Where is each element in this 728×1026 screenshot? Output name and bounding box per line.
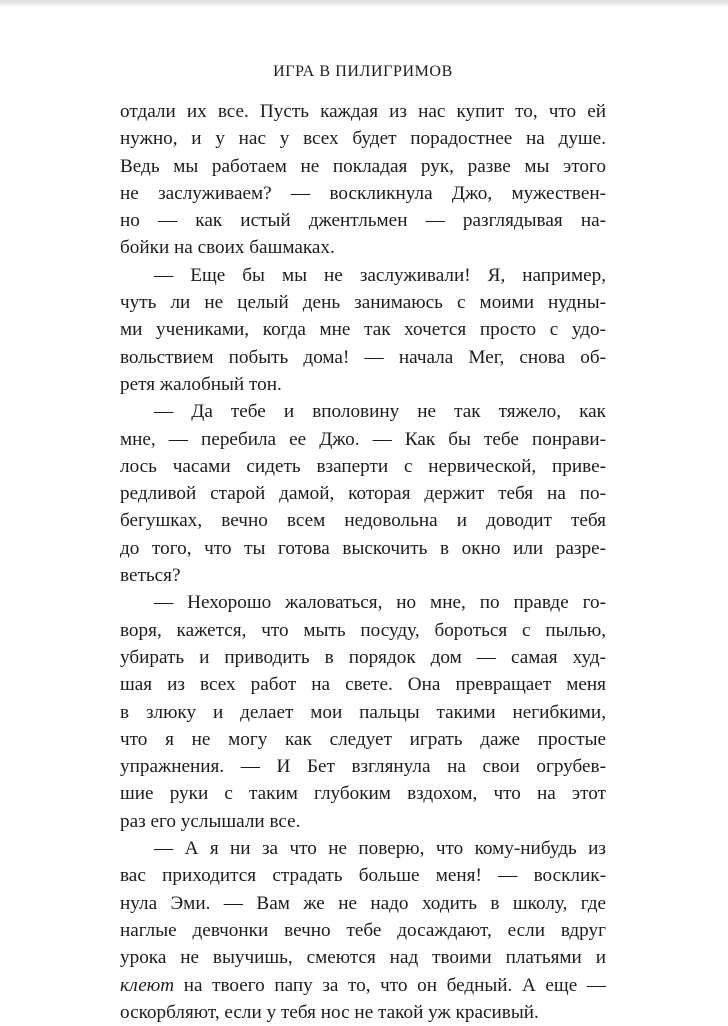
text-line: бойки на своих башмаках. [120,237,335,259]
text-line: в злюку и делает мои пальцы такими негибкими, [120,701,606,723]
running-head: ИГРА В ПИЛИГРИМОВ [273,63,453,80]
text-line: шие руки с таким глубоким вздохом, что на этот [120,783,606,805]
text-line: вольствием побыть дома! — начала Мег, снова об- [120,346,606,368]
paragraph [120,262,606,398]
paragraph [120,98,606,262]
paragraph [120,589,606,835]
text-line: раз его услышали все. [120,810,301,832]
text-line: воря, кажется, что мыть посуду, бороться с пылью, [120,619,606,641]
text-line: чуть ли не целый день занимаюсь с моими нудны- [120,292,606,314]
text-line: ми учениками, когда мне так хочется просто с удо- [120,319,606,341]
text-line: лось часами сидеть взаперти с нервической, приве- [120,455,606,477]
text-line: что я не могу как следует играть даже простые [120,728,606,750]
paragraph [120,835,606,1026]
text-line: упражнения. — И Бет взглянула на свои огрубев- [120,756,606,778]
text-line: вас приходится страдать больше меня! — восклик- [120,865,606,887]
text-line: нула Эми. — Вам же не надо ходить в школу, где [120,892,606,914]
text-line: шая из всех работ на свете. Она превращает меня [120,674,606,696]
book-page [120,0,606,1026]
text-line: отдали их все. Пусть каждая из нас купит то, что ей [120,101,606,122]
text-line: оскорбляют, если у тебя нос не такой уж красивый. [120,1001,539,1023]
text-line: наглые девчонки вечно тебе досаждают, если вдруг [120,919,606,941]
text-line: редливой старой дамой, которая держит тебя на по- [120,483,606,505]
text-line: убирать и приводить в порядок дом — самая худ- [120,646,606,668]
text-line: — Нехорошо жаловаться, но мне, по правде го- [154,592,606,614]
paragraph [120,398,606,589]
text-line: до того, что ты готова выскочить в окно или разре- [120,537,606,559]
body-text [120,98,606,1026]
italic-word: клеют [120,974,175,996]
text-line: урока не выучишь, смеются над твоими платьями и [120,947,606,969]
text-line: клеют на твоего папу за то, что он бедный. А еще — [120,974,606,996]
text-line: — Да тебе и вполовину не так тяжело, как [154,401,606,423]
text-line: — А я ни за что не поверю, что кому-нибудь из [154,838,606,860]
text-line: веться? [120,565,181,587]
text-line: бегушках, вечно всем недовольна и доводит тебя [120,510,606,532]
text-line: мне, — перебила ее Джо. — Как бы тебе понрави- [120,428,606,450]
text-line: Ведь мы работаем не покладая рук, разве мы этого [120,155,606,177]
text-line: — Еще бы мы не заслуживали! Я, например, [154,264,606,286]
text-line: не заслуживаем? — воскликнула Джо, мужествен- [120,182,606,204]
text-line: нужно, и у нас у всех будет порадостнее на душе. [120,128,606,150]
text-line: но — как истый джентльмен — разглядывая на- [120,210,606,232]
text-line: ретя жалобный тон. [120,373,282,395]
